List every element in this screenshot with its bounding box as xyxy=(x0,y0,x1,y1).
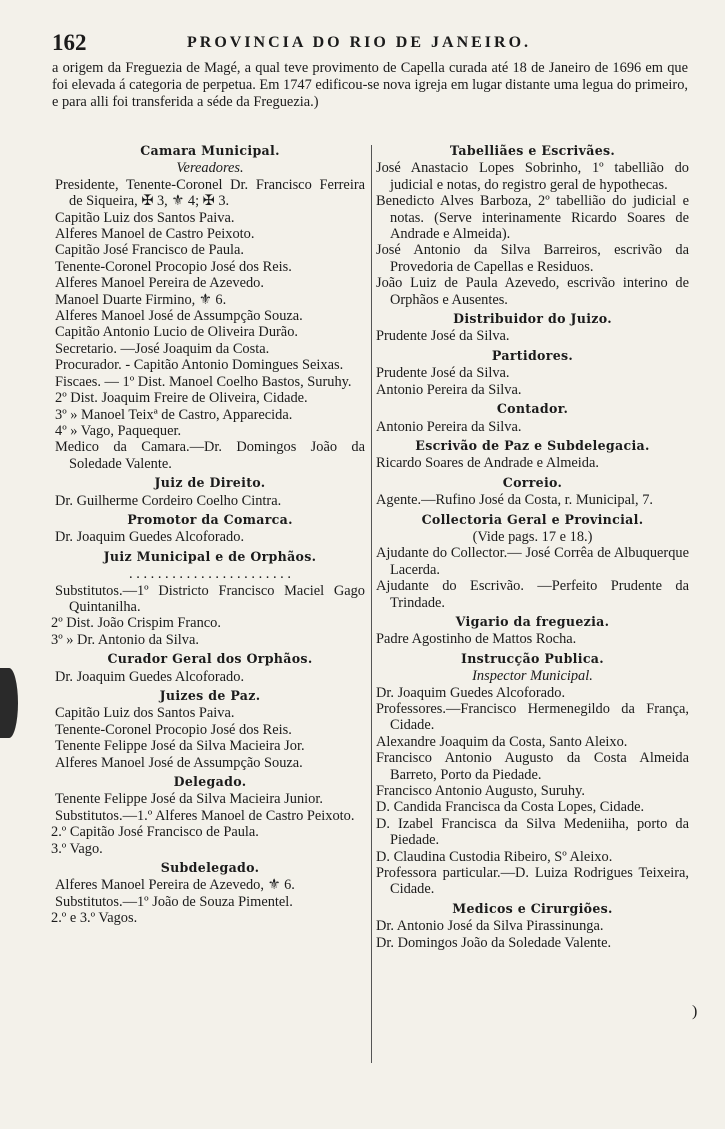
list-item: Dr. Joaquim Guedes Alcoforado. xyxy=(55,668,245,685)
section-title-tabelliaes: Tabelliães e Escrivães. xyxy=(449,143,616,158)
list-item: Capitão Luiz dos Santos Paiva. xyxy=(55,209,235,226)
list-item: Capitão Luiz dos Santos Paiva. xyxy=(55,705,235,722)
list-item: Antonio Pereira da Silva. xyxy=(376,418,522,435)
list-item: Capitão Antonio Lucio de Oliveira Durão. xyxy=(55,324,298,341)
intro-paragraph: a origem da Freguezia de Magé, a qual teve provimento de Capella curada até 18 de Janeiro de 1696 em que foi elevada á categoria de perpetua. Em 1747 edificou-se nova igreja em lugar distante uma legua do primeiro, e para alli foi transferida a séde da Freguezia.) xyxy=(52,60,688,110)
list-item: 3º » Manoel Teixª de Castro, Apparecida. xyxy=(55,406,293,423)
section-title-partidores: Partidores. xyxy=(491,347,574,363)
list-item: 3º » Dr. Antonio da Silva. xyxy=(51,631,199,648)
list-item: José Anastacio Lopes Sobrinho, 1º tabellião do judicial e notas, do registro geral de hypothecas. xyxy=(376,160,689,193)
list-item: João Luiz de Paula Azevedo, escrivão interino de Orphãos e Ausentes. xyxy=(376,275,689,308)
section-title-instrucao: Instrucção Publica. xyxy=(461,650,604,666)
list-item: Secretario. —José Joaquim da Costa. xyxy=(55,340,270,357)
list-item: 2º Dist. João Crispim Franco. xyxy=(51,615,221,632)
list-item: Tenente-Coronel Procopio José dos Reis. xyxy=(55,721,292,738)
subtitle-vereadores: Vereadores. xyxy=(176,160,244,177)
list-item: Ajudante do Escrivão. —Perfeito Prudente da Trindade. xyxy=(376,578,689,611)
list-item: Procurador. - Capitão Antonio Domingues Seixas. xyxy=(55,357,344,374)
section-title-medicos: Medicos e Cirurgiões. xyxy=(452,900,613,916)
list-item: Francisco Antonio Augusto, Suruhy. xyxy=(376,783,585,800)
list-item: Dr. Guilherme Cordeiro Coelho Cintra. xyxy=(55,492,282,509)
list-item: Substitutos.—1.º Alferes Manoel de Castro Peixoto. xyxy=(55,807,355,824)
list-item: Professores.—Francisco Hermenegildo da França, Cidade. xyxy=(376,701,689,734)
section-title-promotor: Promotor da Comarca. xyxy=(127,511,293,527)
list-item: Substitutos.—1º João de Souza Pimentel. xyxy=(55,893,293,910)
list-item: Prudente José da Silva. xyxy=(376,365,510,382)
section-title-camara: Camara Municipal. xyxy=(140,143,280,158)
list-item: Ricardo Soares de Andrade e Almeida. xyxy=(376,455,599,472)
list-item: 2.º e 3.º Vagos. xyxy=(51,910,138,927)
list-item: 2.º Capitão José Francisco de Paula. xyxy=(51,824,259,841)
section-title-vigario: Vigario da freguezia. xyxy=(455,613,610,629)
list-item: Alexandre Joaquim da Costa, Santo Aleixo. xyxy=(376,733,628,750)
list-item: Presidente, Tenente-Coronel Dr. Francisco Ferreira de Siqueira, ✠ 3, ⚜ 4; ✠ 3. xyxy=(55,176,365,210)
section-title-juiz-municipal: Juiz Municipal e de Orphãos. xyxy=(103,548,317,564)
section-title-escrivao-paz: Escrivão de Paz e Subdelegacia. xyxy=(415,437,650,453)
list-item: Medico da Camara.—Dr. Domingos João da Soledade Valente. xyxy=(55,439,365,472)
list-item: Alferes Manoel Pereira de Azevedo. xyxy=(55,275,264,292)
list-item: Alferes Manoel José de Assumpção Souza. xyxy=(55,754,303,771)
page-header xyxy=(52,30,692,56)
section-title-juizes-paz: Juizes de Paz. xyxy=(159,688,261,703)
list-item: Manoel Duarte Firmino, ⚜ 6. xyxy=(55,291,227,308)
list-item: D. Claudina Custodia Ribeiro, Sº Aleixo. xyxy=(376,848,613,865)
section-title-correio: Correio. xyxy=(502,474,563,490)
list-item: Capitão José Francisco de Paula. xyxy=(55,242,245,259)
list-item: Fiscaes. — 1º Dist. Manoel Coelho Bastos, Suruhy. xyxy=(55,373,352,390)
list-item: 4º » Vago, Paquequer. xyxy=(55,422,182,439)
list-item: Dr. Domingos João da Soledade Valente. xyxy=(376,934,612,951)
list-item: Ajudante do Collector.— José Corrêa de Albuquerque Lacerda. xyxy=(376,545,689,578)
list-item: Dr. Antonio José da Silva Pirassinunga. xyxy=(376,918,604,935)
list-item: Alferes Manoel José de Assumpção Souza. xyxy=(55,308,303,325)
list-item: José Antonio da Silva Barreiros, escrivão da Provedoria de Capellas e Residuos. xyxy=(376,242,689,275)
section-title-delegado: Delegado. xyxy=(173,774,247,790)
right-column xyxy=(376,140,689,951)
section-title-juiz-direito: Juiz de Direito. xyxy=(154,475,266,491)
section-title-subdelegado: Subdelegado. xyxy=(160,860,260,876)
list-item: Substitutos.—1º Districto Francisco Maciel Gago Quintanilha. xyxy=(55,582,365,615)
section-title-contador: Contador. xyxy=(496,401,569,417)
list-item: Francisco Antonio Augusto da Costa Almeida Barreto, Porto da Piedade. xyxy=(376,750,689,783)
list-item: Professora particular.—D. Luiza Rodrigues Teixeira, Cidade. xyxy=(376,865,689,898)
page-number: 162 xyxy=(52,30,87,55)
blank-dotted-line: . . . . . . . . . . . . . . . . . . . . . . . xyxy=(129,566,291,583)
list-item: Antonio Pereira da Silva. xyxy=(376,381,522,398)
section-title-curador: Curador Geral dos Orphãos. xyxy=(107,651,313,667)
margin-mark: ) xyxy=(692,1003,698,1020)
list-item: D. Izabel Francisca da Silva Medeniiha, porto da Piedade. xyxy=(376,815,689,849)
list-item: Alferes Manoel Pereira de Azevedo, ⚜ 6. xyxy=(55,877,295,894)
list-item: Dr. Joaquim Guedes Alcoforado. xyxy=(55,529,245,546)
left-column xyxy=(51,140,365,927)
collectoria-note: (Vide pags. 17 e 18.) xyxy=(472,528,593,545)
list-item: Benedicto Alves Barboza, 2º tabellião do judicial e notas. (Serve interinamente Ricardo Soares de Andrade e Almeida). xyxy=(376,193,689,243)
subtitle-inspector: Inspector Municipal. xyxy=(472,668,593,685)
section-title-collectoria: Collectoria Geral e Provincial. xyxy=(421,511,644,527)
list-item: 3.º Vago. xyxy=(51,840,103,857)
list-item: Tenente Felippe José da Silva Macieira Jor. xyxy=(55,738,305,755)
list-item: Tenente Felippe José da Silva Macieira Junior. xyxy=(55,791,323,808)
list-item: Tenente-Coronel Procopio José dos Reis. xyxy=(55,258,292,275)
list-item: Prudente José da Silva. xyxy=(376,328,510,345)
list-item: D. Candida Francisca da Costa Lopes, Cidade. xyxy=(376,799,645,816)
list-item: Padre Agostinho de Mattos Rocha. xyxy=(376,631,577,648)
binding-stain-mark xyxy=(0,668,18,738)
section-title-distribuidor: Distribuidor do Juizo. xyxy=(453,311,612,327)
list-item: Alferes Manoel de Castro Peixoto. xyxy=(55,226,255,243)
list-item: 2º Dist. Joaquim Freire de Oliveira, Cidade. xyxy=(55,390,308,407)
list-item: Dr. Joaquim Guedes Alcoforado. xyxy=(376,684,566,701)
column-divider xyxy=(371,145,372,1063)
list-item: Agente.—Rufino José da Costa, r. Municipal, 7. xyxy=(376,492,653,509)
running-title: PROVINCIA DO RIO DE JANEIRO. xyxy=(187,34,532,51)
